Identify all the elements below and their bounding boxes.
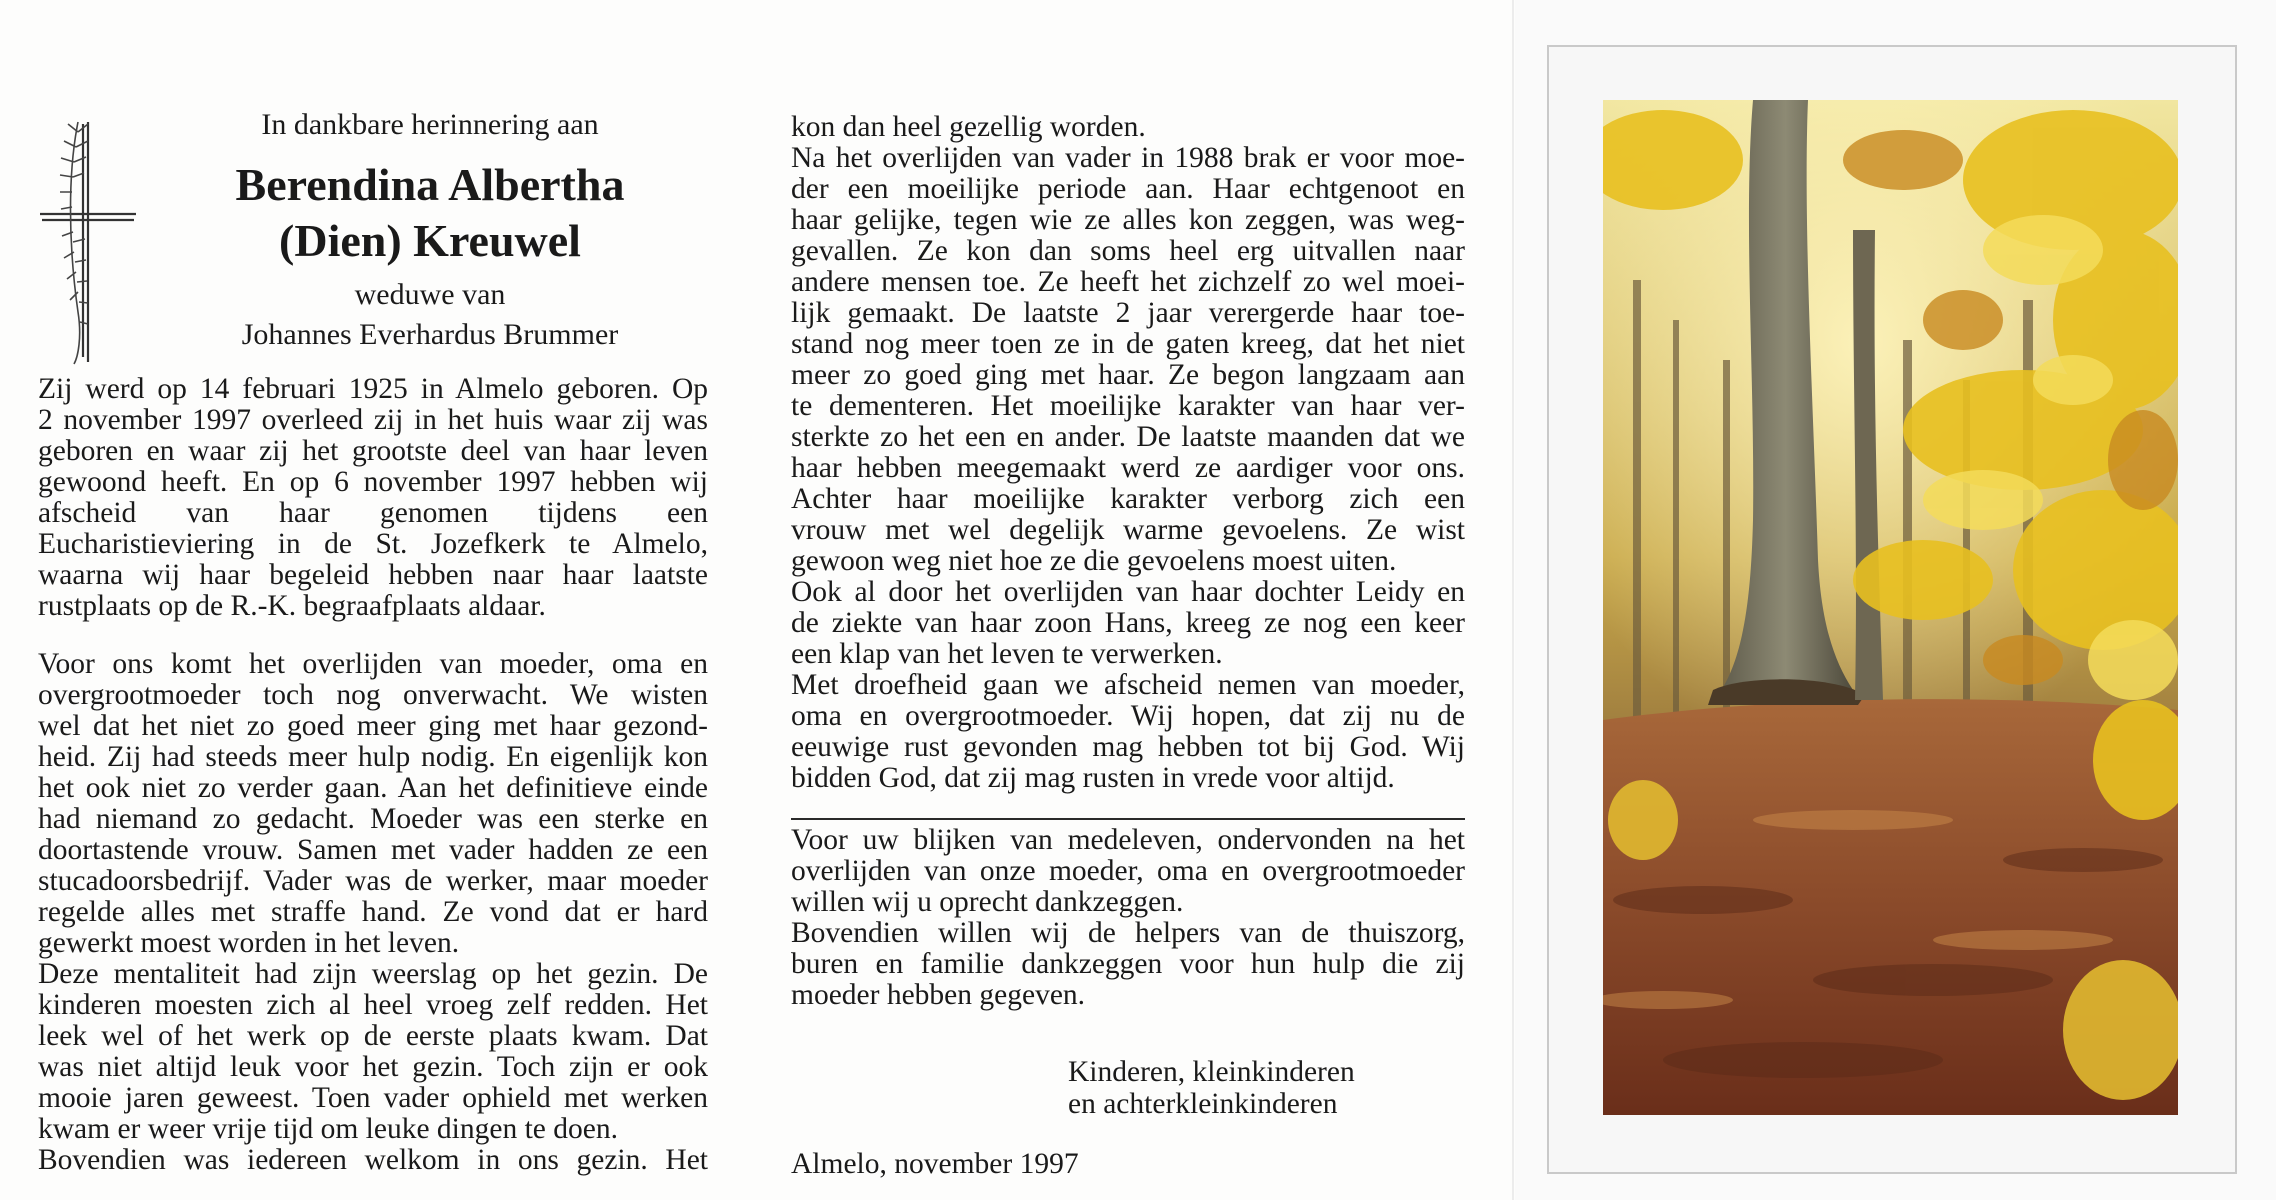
text-line: eeuwige rust gevonden mag hebben tot bij God. Wij: [791, 731, 1465, 763]
text-line: Eucharistieviering in de St. Jozefkerk te Almelo,: [38, 528, 708, 560]
text-line: Voor ons komt het overlijden van moeder, oma en: [38, 648, 708, 680]
text-line: gewerkt moest worden in het leven.: [38, 927, 460, 959]
text-line: Bovendien was iedereen welkom in ons gezin. Het: [38, 1144, 708, 1176]
text-line: rustplaats op de R.-K. begraafplaats aldaar.: [38, 590, 546, 622]
intro-text: In dankbare herinnering aan: [261, 108, 599, 141]
text-line: haar gelijke, tegen wie ze alles kon zeggen, was weg-: [791, 204, 1465, 236]
text-line: gevallen. Ze kon dan soms heel erg uitvallen naar: [791, 235, 1465, 267]
text-line: bidden God, dat zij mag rusten in vrede voor altijd.: [791, 762, 1395, 794]
text-line: stucadoorsbedrijf. Vader was de werker, maar moeder: [38, 865, 708, 897]
husband-name: Johannes Everhardus Brummer: [241, 318, 619, 351]
text-line: kinderen moesten zich al heel vroeg zelf redden. Het: [38, 989, 708, 1021]
text-line: Zij werd op 14 februari 1925 in Almelo geboren. Op: [38, 373, 708, 405]
text-line: meer zo goed ging met haar. Ze begon langzaam aan: [791, 359, 1465, 391]
text-line: der een moeilijke periode aan. Haar echtgenoot en: [791, 173, 1465, 205]
text-line: buren en familie dankzeggen voor hun hulp die zij: [791, 948, 1465, 980]
signature-line-2: en achterkleinkinderen: [1068, 1088, 1338, 1120]
text-line: Voor uw blijken van medeleven, ondervonden na het: [791, 824, 1465, 856]
text-line: heid. Zij had steeds meer hulp nodig. En eigenlijk kon: [38, 741, 708, 773]
biography-paragraph-3: [791, 112, 1465, 794]
text-line: kon dan heel gezellig worden.: [791, 111, 1146, 143]
text-line: het ook niet zo verder gaan. Aan het definitieve einde: [38, 772, 708, 804]
signature-line-1: Kinderen, kleinkinderen: [1068, 1056, 1355, 1088]
text-line: sterkte zo het een en ander. De laatste maanden dat we: [791, 421, 1465, 453]
text-line: andere mensen toe. Ze heeft het zichzelf zo wel moei-: [791, 266, 1465, 298]
text-line: een klap van het leven te verwerken.: [791, 638, 1223, 670]
signature-block: [1068, 1056, 1355, 1120]
text-line: had niemand zo gedacht. Moeder was een sterke en: [38, 803, 708, 835]
text-line: gewoon weg niet hoe ze die gevoelens moest uiten.: [791, 545, 1397, 577]
text-line: Achter haar moeilijke karakter verborg zich een: [791, 483, 1465, 515]
text-line: mooie jaren geweest. Toen vader ophield met werken: [38, 1082, 708, 1114]
place-date: Almelo, november 1997: [791, 1148, 1079, 1180]
text-line: wel dat het niet zo goed meer ging met haar gezond-: [38, 710, 708, 742]
text-line: Na het overlijden van vader in 1988 brak er voor moe-: [791, 142, 1465, 174]
thanks-paragraph: [791, 825, 1465, 1011]
text-line: was niet altijd leuk voor het gezin. Toch zijn er ook: [38, 1051, 708, 1083]
text-line: 2 november 1997 overleed zij in het huis waar zij was: [38, 404, 708, 436]
text-line: oma en overgrootmoeder. Wij hopen, dat zij nu de: [791, 700, 1465, 732]
text-line: haar hebben meegemaakt werd ze aardiger voor ons.: [791, 452, 1465, 484]
text-line: gewoond heeft. En op 6 november 1997 hebben wij: [38, 466, 708, 498]
autumn-forest-photo: [1603, 100, 2178, 1115]
deceased-name-line1: Berendina Albertha: [235, 159, 625, 210]
text-line: geboren en waar zij het grootste deel van haar leven: [38, 435, 708, 467]
text-line: de ziekte van haar zoon Hans, kreeg ze nog een keer: [791, 607, 1465, 639]
text-line: regelde alles met straffe hand. Ze vond dat er hard: [38, 896, 708, 928]
deceased-name-line2: (Dien) Kreuwel: [279, 215, 581, 266]
text-line: stand nog meer toen ze in de gaten kreeg, dat het niet: [791, 328, 1465, 360]
text-line: overlijden van onze moeder, oma en overgrootmoeder: [791, 855, 1465, 887]
text-line: willen wij u oprecht dankzeggen.: [791, 886, 1184, 918]
text-line: kwam er weer vrije tijd om leuke dingen te doen.: [38, 1113, 618, 1145]
section-divider: [791, 818, 1465, 820]
text-line: Met droefheid gaan we afscheid nemen van moeder,: [791, 669, 1465, 701]
text-line: lijk gemaakt. De laatste 2 jaar verergerde haar toe-: [791, 297, 1465, 329]
text-line: Deze mentaliteit had zijn weerslag op het gezin. De: [38, 958, 708, 990]
text-line: Bovendien willen wij de helpers van de thuiszorg,: [791, 917, 1465, 949]
cross-palm-icon: [38, 112, 138, 367]
text-line: waarna wij haar begeleid hebben naar haar laatste: [38, 559, 708, 591]
text-line: vrouw met wel degelijk warme gevoelens. Ze wist: [791, 514, 1465, 546]
text-line: doortastende vrouw. Samen met vader hadden ze een: [38, 834, 708, 866]
text-line: overgrootmoeder toch nog onverwacht. We wisten: [38, 679, 708, 711]
text-line: Ook al door het overlijden van haar dochter Leidy en: [791, 576, 1465, 608]
text-line: afscheid van haar genomen tijdens een: [38, 497, 708, 529]
widow-label: weduwe van: [354, 278, 506, 311]
biography-paragraph-2: [38, 649, 708, 1176]
text-line: moeder hebben gegeven.: [791, 979, 1086, 1011]
biography-paragraph-1: [38, 374, 708, 622]
card-fold: [1512, 0, 1514, 1200]
text-line: leek wel of het werk op de eerste plaats kwam. Dat: [38, 1020, 708, 1052]
text-line: te dementeren. Het moeilijke karakter van haar ver-: [791, 390, 1465, 422]
